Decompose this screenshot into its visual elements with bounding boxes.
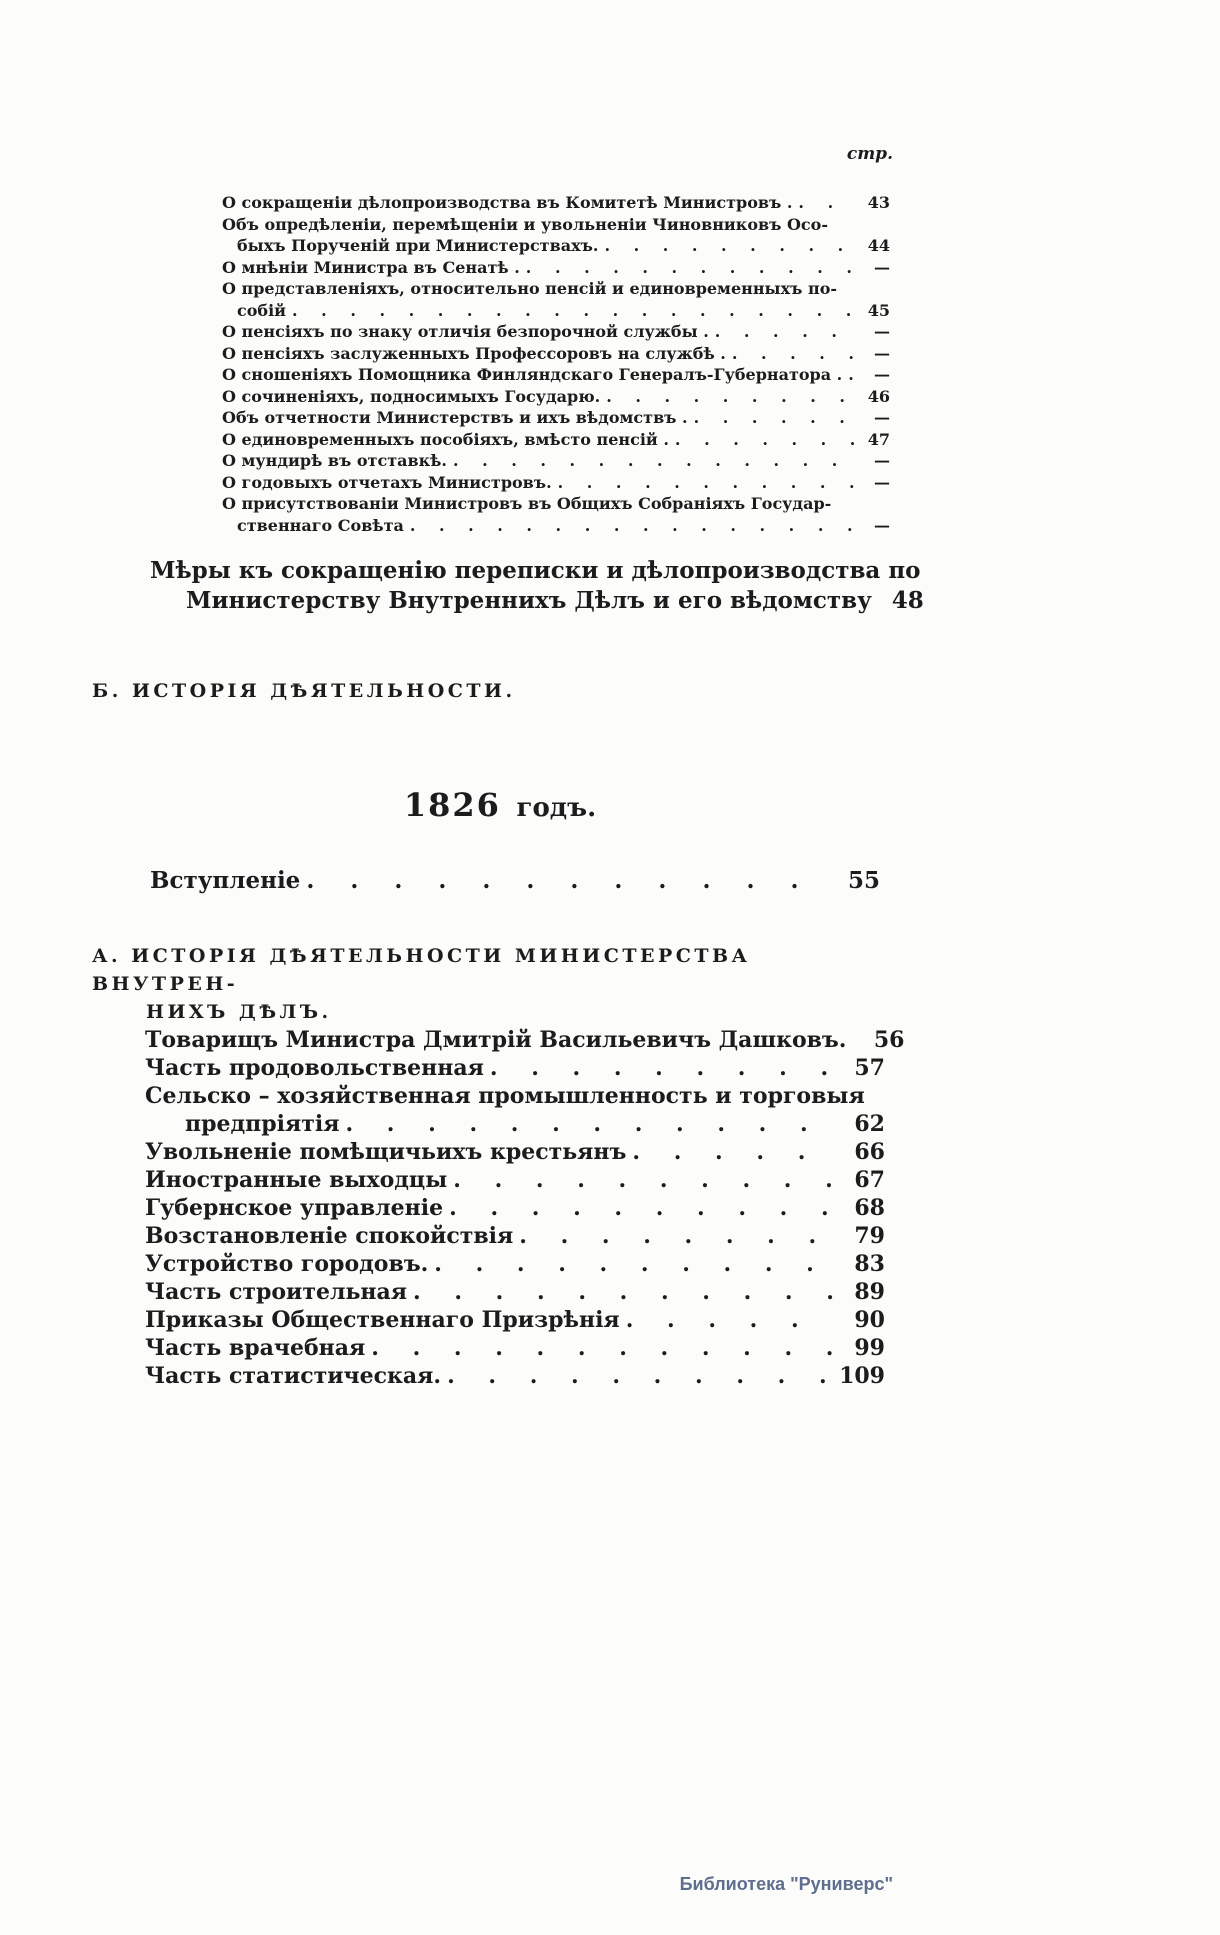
dot-leader (453, 1166, 833, 1194)
toc-entry-text: Возстановленіе спокойствія (145, 1223, 514, 1249)
toc-entry-line (145, 1054, 885, 1082)
toc-entry (222, 450, 890, 472)
toc-entry-line (145, 1362, 885, 1390)
toc-entry (150, 556, 924, 616)
toc-entry-line (150, 556, 921, 586)
toc-entry-line (145, 1026, 905, 1054)
toc-page-number: — (874, 365, 890, 384)
dot-leader (848, 364, 854, 386)
toc-entry (222, 386, 890, 408)
toc-page-number: 66 (854, 1139, 885, 1165)
toc-entry (222, 257, 890, 279)
toc-entry (145, 1362, 885, 1390)
toc-page-number: 62 (854, 1111, 885, 1137)
toc-entry-text: О сношеніяхъ Помощника Финляндскаго Генералъ-Губернатора . (222, 365, 843, 384)
toc-page-number: 45 (867, 300, 890, 320)
toc-entry-line (145, 1222, 885, 1250)
toc-page-number: 56 (873, 1027, 905, 1053)
toc-entry (145, 1278, 885, 1306)
toc-entry-line (222, 235, 890, 257)
toc-entry (145, 1082, 885, 1138)
toc-entry-text: Объ отчетности Министерствъ и ихъ вѣдомствъ . (222, 408, 688, 427)
dot-leader (413, 1278, 833, 1306)
toc-page-number: 46 (867, 386, 890, 406)
toc-entry-line (222, 472, 890, 494)
dot-leader (626, 1306, 833, 1334)
toc-entry (222, 278, 890, 321)
toc-entry (222, 429, 890, 451)
toc-entry (145, 1306, 885, 1334)
toc-entry-line (222, 192, 890, 214)
toc-page-number: 109 (839, 1363, 885, 1389)
toc-entry-line (150, 866, 880, 896)
toc-list-small (222, 192, 890, 536)
toc-entry-line (222, 450, 890, 472)
toc-entry-text: ственнаго Совѣта (237, 515, 404, 535)
toc-entry-text: Мѣры къ сокращенію переписки и дѣлопроизводства по (150, 557, 921, 584)
toc-entry (145, 1054, 885, 1082)
toc-entry-line (222, 214, 890, 236)
toc-list-large (145, 1026, 905, 1390)
dot-leader (606, 386, 854, 408)
toc-entry-line (145, 1082, 885, 1110)
toc-entry-text: О представленіяхъ, относительно пенсій и единовременныхъ по- (222, 279, 837, 298)
toc-page-number: 47 (867, 429, 890, 449)
toc-entry-text: Устройство городовъ. (145, 1251, 429, 1277)
toc-page-number: — (874, 472, 890, 492)
toc-entry (222, 472, 890, 494)
toc-entry-text: Часть врачебная (145, 1335, 366, 1361)
toc-entry-text: Объ опредѣленіи, перемѣщеніи и увольненіи Чиновниковъ Осо- (222, 214, 828, 234)
toc-entry-line (222, 343, 890, 365)
toc-entry-text: Министерству Внутреннихъ Дѣлъ и его вѣдомству (186, 587, 872, 614)
toc-page-number: 57 (854, 1055, 885, 1081)
toc-entry (222, 364, 890, 386)
section-heading-a (92, 942, 904, 1026)
dot-leader (434, 1250, 833, 1278)
toc-entry-line (145, 1110, 885, 1138)
dot-leader (715, 321, 854, 343)
dot-leader (519, 1222, 833, 1250)
section-heading-a-line2: НИХЪ ДѢЛЪ. (146, 1001, 332, 1023)
year-word: годъ. (516, 793, 597, 823)
toc-page-number: 90 (854, 1307, 885, 1333)
dot-leader (675, 429, 854, 451)
toc-entry-text: Часть строительная (145, 1279, 408, 1305)
toc-entry-text: быхъ Порученій при Министерствахъ. (237, 236, 599, 255)
toc-entry (145, 1334, 885, 1362)
toc-entry (222, 321, 890, 343)
toc-entry-line (145, 1250, 885, 1278)
toc-entry-text: О пенсіяхъ по знаку отличія безпорочной службы . (222, 322, 709, 341)
toc-page-number: 44 (867, 236, 890, 255)
toc-page-number: — (874, 515, 890, 535)
dot-leader (410, 515, 854, 537)
section-heading-a-line1: А. ИСТОРІЯ ДѢЯТЕЛЬНОСТИ МИНИСТЕРСТВА ВНУТРЕН- (92, 945, 751, 995)
toc-entry-line (222, 278, 890, 300)
toc-page-number: 55 (847, 867, 880, 894)
toc-page-number: 68 (854, 1195, 885, 1221)
dot-leader (453, 450, 854, 472)
measures-entry (150, 556, 924, 616)
toc-entry-text: О мундирѣ въ отставкѣ. (222, 451, 447, 470)
dot-leader (526, 257, 854, 279)
toc-entry-text: Приказы Общественнаго Призрѣнія (145, 1307, 620, 1333)
toc-entry (145, 1222, 885, 1250)
toc-page-number: 89 (854, 1279, 885, 1305)
toc-page-number: 67 (854, 1167, 885, 1193)
dot-leader (798, 192, 854, 214)
toc-page-number: — (874, 451, 890, 470)
toc-entry (222, 214, 890, 257)
toc-entry-text: Часть продовольственная (145, 1055, 484, 1081)
toc-entry-text: О единовременныхъ пособіяхъ, вмѣсто пенсій . (222, 429, 669, 449)
toc-entry-text: Часть статистическая. (145, 1363, 442, 1389)
toc-entry (222, 192, 890, 214)
toc-entry-line (145, 1166, 885, 1194)
toc-page-number: — (874, 408, 890, 427)
toc-entry-text: Товарищъ Министра Дмитрій Васильевичъ Дашковъ. (145, 1027, 847, 1053)
toc-entry (150, 866, 880, 896)
dot-leader (732, 343, 854, 365)
toc-entry-line (222, 300, 890, 322)
toc-entry-line (145, 1138, 885, 1166)
year-heading (0, 786, 1000, 824)
dot-leader (632, 1138, 833, 1166)
toc-entry-line (222, 321, 890, 343)
toc-entry-text: Увольненіе помѣщичьихъ крестьянъ (145, 1139, 627, 1165)
toc-entry (222, 407, 890, 429)
dot-leader (490, 1054, 833, 1082)
toc-entry-text: О присутствованіи Министровъ въ Общихъ Собраніяхъ Государ- (222, 494, 832, 513)
toc-page-number: 83 (854, 1251, 885, 1277)
toc-entry (145, 1166, 885, 1194)
toc-entry-text: собій (237, 300, 287, 320)
toc-entry-line (222, 407, 890, 429)
introduction-entry (150, 866, 880, 896)
toc-entry-text: Иностранные выходцы (145, 1167, 448, 1193)
dot-leader (306, 866, 834, 896)
toc-entry-text: предпріятія (185, 1111, 340, 1137)
dot-leader (345, 1110, 833, 1138)
dot-leader (447, 1362, 833, 1390)
toc-entry (145, 1194, 885, 1222)
section-heading-b: Б. ИСТОРІЯ ДѢЯТЕЛЬНОСТИ. (92, 680, 516, 702)
library-watermark: Библиотека "Руниверс" (679, 1874, 893, 1894)
toc-entry-line (145, 1334, 885, 1362)
toc-entry-line (145, 1306, 885, 1334)
toc-page-number: — (874, 257, 890, 277)
toc-entry-line (222, 515, 890, 537)
toc-entry-text: Губернское управленіе (145, 1195, 444, 1221)
toc-entry-text: О мнѣніи Министра въ Сенатѣ . (222, 257, 520, 277)
toc-entry-text: О сочиненіяхъ, подносимыхъ Государю. (222, 386, 601, 406)
dot-leader (292, 300, 854, 322)
page-column-label: стр. (846, 144, 893, 164)
toc-entry-text: О годовыхъ отчетахъ Министровъ. (222, 472, 552, 492)
toc-entry-text: Сельско – хозяйственная промышленность и торговыя (145, 1083, 865, 1109)
toc-entry (145, 1026, 905, 1054)
toc-entry-line (145, 1194, 885, 1222)
toc-page-number: — (874, 343, 890, 363)
toc-entry (222, 343, 890, 365)
dot-leader (371, 1334, 833, 1362)
toc-entry (222, 493, 890, 536)
toc-entry-text: О пенсіяхъ заслуженныхъ Профессоровъ на службѣ . (222, 343, 726, 363)
dot-leader (558, 472, 854, 494)
toc-page-number: — (874, 322, 890, 341)
toc-page-number: 48 (891, 587, 924, 614)
toc-entry (145, 1138, 885, 1166)
toc-entry-text: О сокращеніи дѣлопроизводства въ Комитетѣ Министровъ . (222, 193, 793, 212)
toc-page-number: 79 (854, 1223, 885, 1249)
toc-page-number: 99 (854, 1335, 885, 1361)
toc-entry-line (222, 429, 890, 451)
dot-leader (604, 235, 854, 257)
toc-entry-line (222, 257, 890, 279)
toc-entry-line (222, 493, 890, 515)
toc-entry-text: Вступленіе (150, 867, 301, 894)
toc-page-number: 43 (867, 193, 890, 212)
toc-entry-line (150, 586, 924, 616)
toc-entry-line (222, 364, 890, 386)
toc-entry-line (222, 386, 890, 408)
toc-entry (145, 1250, 885, 1278)
dot-leader (449, 1194, 833, 1222)
toc-entry-line (145, 1278, 885, 1306)
year-number: 1826 (403, 786, 501, 824)
dot-leader (694, 407, 854, 429)
